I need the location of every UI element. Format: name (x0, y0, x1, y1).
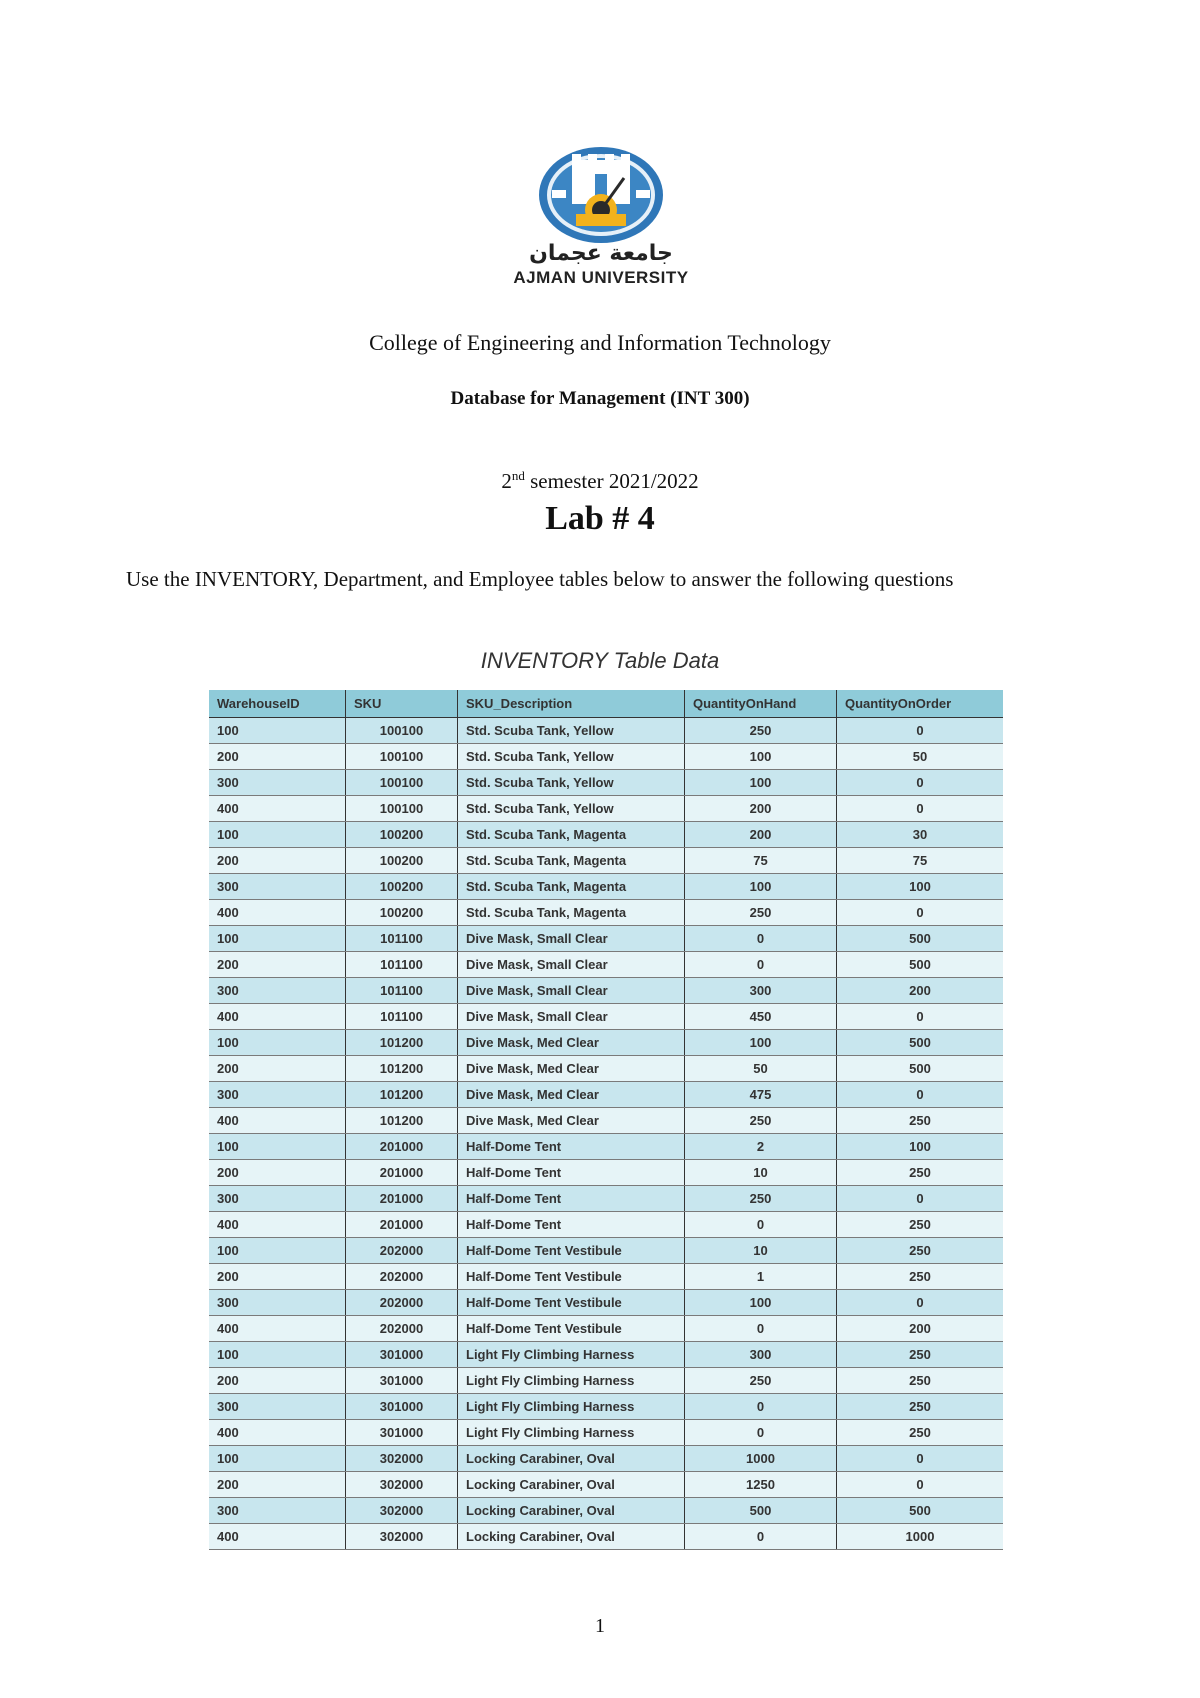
table-cell: 100100 (346, 718, 458, 744)
table-row (209, 770, 1003, 796)
table-cell: 201000 (346, 1160, 458, 1186)
table-row (209, 1342, 1003, 1368)
semester-line (0, 468, 1200, 494)
table-cell: 101100 (346, 978, 458, 1004)
table-cell: 100 (209, 1030, 346, 1056)
table-cell: 475 (685, 1082, 837, 1108)
table-cell: 1250 (685, 1472, 837, 1498)
table-cell: 1 (685, 1264, 837, 1290)
table-cell: Dive Mask, Med Clear (458, 1056, 685, 1082)
table-cell: 300 (209, 874, 346, 900)
table-cell: Std. Scuba Tank, Yellow (458, 770, 685, 796)
table-cell: 250 (837, 1420, 1004, 1446)
table-cell: 100 (209, 1446, 346, 1472)
table-cell: 500 (837, 1056, 1004, 1082)
table-row (209, 1134, 1003, 1160)
table-cell: 302000 (346, 1524, 458, 1550)
table-cell: Std. Scuba Tank, Magenta (458, 848, 685, 874)
table-cell: 0 (685, 1420, 837, 1446)
table-cell: 300 (685, 1342, 837, 1368)
table-cell: 250 (837, 1160, 1004, 1186)
table-header-row (209, 690, 1003, 718)
table-cell: 100 (209, 926, 346, 952)
table-cell: 250 (685, 1108, 837, 1134)
table-cell: Std. Scuba Tank, Magenta (458, 874, 685, 900)
table-cell: 200 (209, 1368, 346, 1394)
table-cell: 200 (209, 1160, 346, 1186)
table-cell: 0 (837, 770, 1004, 796)
table-cell: 302000 (346, 1472, 458, 1498)
table-cell: 500 (837, 1030, 1004, 1056)
table-cell: 101100 (346, 1004, 458, 1030)
table-cell: 250 (685, 1368, 837, 1394)
table-row (209, 1186, 1003, 1212)
university-name: AJMAN UNIVERSITY (513, 268, 689, 287)
table-cell: 201000 (346, 1134, 458, 1160)
table-cell: 100100 (346, 796, 458, 822)
table-cell: 400 (209, 796, 346, 822)
table-cell: 101200 (346, 1082, 458, 1108)
table-cell: 100 (209, 1134, 346, 1160)
table-cell: 200 (837, 1316, 1004, 1342)
table-cell: 101100 (346, 952, 458, 978)
table-row (209, 874, 1003, 900)
column-header: WarehouseID (209, 690, 346, 718)
table-cell: Locking Carabiner, Oval (458, 1446, 685, 1472)
table-cell: Half-Dome Tent (458, 1212, 685, 1238)
arabic-name-icon (486, 236, 716, 270)
table-cell: 300 (209, 1290, 346, 1316)
table-cell: 100200 (346, 848, 458, 874)
table-cell: 250 (685, 1186, 837, 1212)
table-row (209, 1212, 1003, 1238)
table-cell: 100200 (346, 822, 458, 848)
column-header: SKU (346, 690, 458, 718)
table-cell: 100100 (346, 744, 458, 770)
table-cell: Std. Scuba Tank, Yellow (458, 718, 685, 744)
table-cell: 200 (209, 1472, 346, 1498)
table-cell: 250 (837, 1368, 1004, 1394)
table-cell: 202000 (346, 1238, 458, 1264)
table-cell: 0 (685, 1316, 837, 1342)
table-cell: Half-Dome Tent (458, 1186, 685, 1212)
table-cell: 300 (209, 1498, 346, 1524)
table-cell: 10 (685, 1238, 837, 1264)
table-cell: Half-Dome Tent Vestibule (458, 1238, 685, 1264)
table-cell: 0 (837, 1472, 1004, 1498)
table-cell: 100 (209, 718, 346, 744)
table-cell: 100 (685, 744, 837, 770)
table-cell: 101200 (346, 1030, 458, 1056)
table-cell: 1000 (837, 1524, 1004, 1550)
table-cell: 0 (837, 1082, 1004, 1108)
table-cell: 75 (837, 848, 1004, 874)
table-cell: 0 (685, 926, 837, 952)
table-cell: 75 (685, 848, 837, 874)
table-cell: 100200 (346, 874, 458, 900)
table-cell: 200 (837, 978, 1004, 1004)
table-cell: Std. Scuba Tank, Magenta (458, 900, 685, 926)
semester-ordinal: 2 (501, 469, 512, 493)
table-cell: 300 (209, 1394, 346, 1420)
table-cell: 200 (209, 1264, 346, 1290)
table-row (209, 718, 1003, 744)
table-row (209, 926, 1003, 952)
table-cell: Std. Scuba Tank, Magenta (458, 822, 685, 848)
table-cell: Light Fly Climbing Harness (458, 1368, 685, 1394)
table-row (209, 952, 1003, 978)
table-cell: 201000 (346, 1212, 458, 1238)
table-cell: 250 (837, 1108, 1004, 1134)
page-number: 1 (595, 1615, 605, 1637)
table-cell: 50 (837, 744, 1004, 770)
table-row (209, 1524, 1003, 1550)
course-title: Database for Management (INT 300) (450, 388, 750, 409)
table-cell: 400 (209, 1212, 346, 1238)
table-cell: 200 (209, 1056, 346, 1082)
table-cell: Half-Dome Tent (458, 1134, 685, 1160)
table-row (209, 1316, 1003, 1342)
table-cell: 0 (837, 1290, 1004, 1316)
table-cell: 0 (685, 1394, 837, 1420)
table-cell: 0 (685, 1212, 837, 1238)
table-cell: 1000 (685, 1446, 837, 1472)
inventory-table-body (209, 718, 1003, 1550)
table-cell: 250 (837, 1342, 1004, 1368)
table-cell: 50 (685, 1056, 837, 1082)
table-cell: 0 (837, 796, 1004, 822)
table-row (209, 1368, 1003, 1394)
semester-text: semester 2021/2022 (524, 469, 699, 493)
table-cell: 100 (837, 874, 1004, 900)
table-cell: 30 (837, 822, 1004, 848)
table-caption: INVENTORY Table Data (480, 648, 720, 673)
table-cell: 400 (209, 900, 346, 926)
table-cell: 101100 (346, 926, 458, 952)
table-row (209, 1420, 1003, 1446)
table-cell: 2 (685, 1134, 837, 1160)
table-cell: 0 (837, 1446, 1004, 1472)
table-cell: 10 (685, 1160, 837, 1186)
column-header: SKU_Description (458, 690, 685, 718)
table-cell: Std. Scuba Tank, Yellow (458, 796, 685, 822)
table-cell: 400 (209, 1420, 346, 1446)
table-cell: 200 (209, 744, 346, 770)
table-row (209, 1082, 1003, 1108)
table-row (209, 1394, 1003, 1420)
table-cell: 0 (837, 1186, 1004, 1212)
table-cell: 300 (209, 1186, 346, 1212)
table-cell: Light Fly Climbing Harness (458, 1420, 685, 1446)
table-cell: 202000 (346, 1316, 458, 1342)
table-cell: Half-Dome Tent Vestibule (458, 1316, 685, 1342)
college-name: College of Engineering and Information Technology (369, 330, 831, 355)
table-cell: 301000 (346, 1368, 458, 1394)
table-cell: Dive Mask, Med Clear (458, 1082, 685, 1108)
table-row (209, 822, 1003, 848)
table-row (209, 796, 1003, 822)
table-cell: 100 (685, 1290, 837, 1316)
semester-suffix: nd (511, 468, 525, 483)
table-cell: Std. Scuba Tank, Yellow (458, 744, 685, 770)
table-cell: 201000 (346, 1186, 458, 1212)
table-cell: 100 (209, 1238, 346, 1264)
table-cell: Dive Mask, Small Clear (458, 1004, 685, 1030)
table-cell: 100 (685, 770, 837, 796)
table-row (209, 1004, 1003, 1030)
table-cell: 101200 (346, 1108, 458, 1134)
table-row (209, 1264, 1003, 1290)
table-cell: Half-Dome Tent Vestibule (458, 1264, 685, 1290)
table-cell: Half-Dome Tent (458, 1160, 685, 1186)
table-cell: 0 (837, 900, 1004, 926)
table-cell: 0 (837, 718, 1004, 744)
table-cell: Dive Mask, Med Clear (458, 1030, 685, 1056)
table-cell: 300 (209, 978, 346, 1004)
table-cell: 100200 (346, 900, 458, 926)
table-cell: 500 (837, 952, 1004, 978)
arabic-name: جامعة عجمان (529, 241, 673, 266)
intro-text: Use the INVENTORY, Department, and Employee tables below to answer the following questions (126, 567, 954, 591)
table-cell: 200 (209, 848, 346, 874)
table-cell: 100 (837, 1134, 1004, 1160)
table-cell: Dive Mask, Small Clear (458, 926, 685, 952)
table-row (209, 848, 1003, 874)
table-row (209, 978, 1003, 1004)
table-cell: Locking Carabiner, Oval (458, 1472, 685, 1498)
table-cell: Half-Dome Tent Vestibule (458, 1290, 685, 1316)
column-header: QuantityOnHand (685, 690, 837, 718)
table-cell: 250 (837, 1394, 1004, 1420)
table-cell: Dive Mask, Med Clear (458, 1108, 685, 1134)
table-cell: Dive Mask, Small Clear (458, 978, 685, 1004)
table-row (209, 1290, 1003, 1316)
table-cell: 100 (685, 1030, 837, 1056)
table-cell: 202000 (346, 1290, 458, 1316)
table-cell: 250 (837, 1212, 1004, 1238)
table-cell: 0 (685, 952, 837, 978)
table-cell: 500 (837, 1498, 1004, 1524)
table-cell: 302000 (346, 1498, 458, 1524)
table-row (209, 1472, 1003, 1498)
table-cell: 300 (685, 978, 837, 1004)
table-cell: 101200 (346, 1056, 458, 1082)
table-cell: Locking Carabiner, Oval (458, 1498, 685, 1524)
table-cell: 202000 (346, 1264, 458, 1290)
lab-title: Lab # 4 (545, 500, 655, 537)
table-cell: 0 (837, 1004, 1004, 1030)
table-row (209, 1446, 1003, 1472)
table-cell: Light Fly Climbing Harness (458, 1394, 685, 1420)
table-cell: 200 (685, 796, 837, 822)
table-cell: Dive Mask, Small Clear (458, 952, 685, 978)
table-cell: 500 (685, 1498, 837, 1524)
table-cell: 100 (209, 1342, 346, 1368)
table-cell: 302000 (346, 1446, 458, 1472)
table-cell: 250 (837, 1264, 1004, 1290)
table-row (209, 1160, 1003, 1186)
table-cell: 250 (685, 900, 837, 926)
table-cell: 200 (685, 822, 837, 848)
table-cell: 400 (209, 1004, 346, 1030)
table-cell: 500 (837, 926, 1004, 952)
table-cell: 400 (209, 1108, 346, 1134)
table-cell: 0 (685, 1524, 837, 1550)
table-row (209, 1108, 1003, 1134)
table-cell: Light Fly Climbing Harness (458, 1342, 685, 1368)
column-header: QuantityOnOrder (837, 690, 1004, 718)
table-cell: 100100 (346, 770, 458, 796)
table-row (209, 1498, 1003, 1524)
inventory-table (209, 690, 1003, 1550)
table-row (209, 1056, 1003, 1082)
table-cell: 250 (837, 1238, 1004, 1264)
table-cell: 301000 (346, 1420, 458, 1446)
table-row (209, 1238, 1003, 1264)
table-cell: 301000 (346, 1394, 458, 1420)
table-cell: 400 (209, 1316, 346, 1342)
university-logo (486, 140, 716, 300)
table-cell: 450 (685, 1004, 837, 1030)
table-cell: 400 (209, 1524, 346, 1550)
table-cell: 300 (209, 1082, 346, 1108)
table-cell: Locking Carabiner, Oval (458, 1524, 685, 1550)
table-cell: 100 (209, 822, 346, 848)
table-cell: 300 (209, 770, 346, 796)
table-row (209, 1030, 1003, 1056)
table-cell: 301000 (346, 1342, 458, 1368)
table-row (209, 744, 1003, 770)
table-cell: 100 (685, 874, 837, 900)
table-row (209, 900, 1003, 926)
table-cell: 250 (685, 718, 837, 744)
table-cell: 200 (209, 952, 346, 978)
